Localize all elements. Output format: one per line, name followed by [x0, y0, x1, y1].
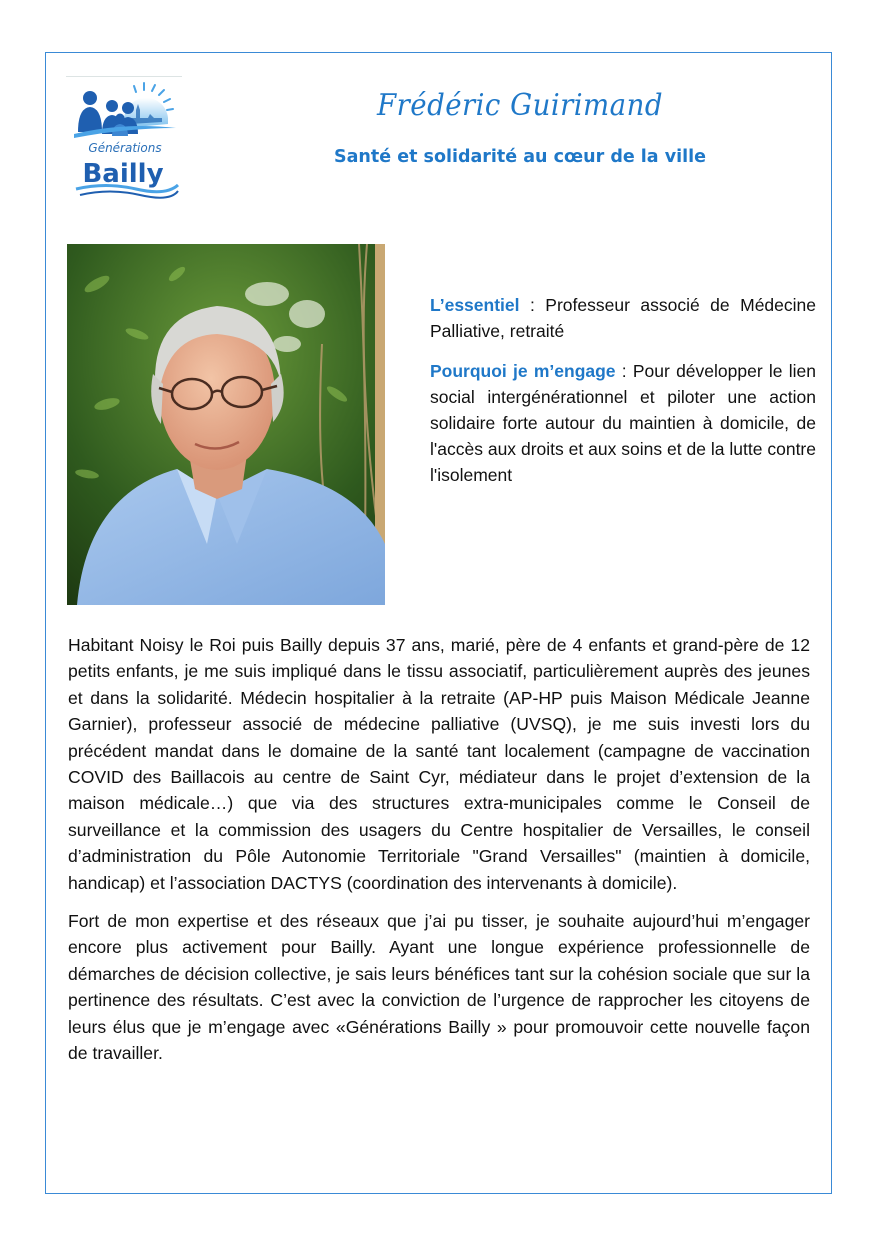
- candidate-portrait: [67, 244, 385, 605]
- essentiel-text: Professeur associé de Médecine Palliative, retraité: [430, 295, 816, 341]
- biography-paragraph: Fort de mon expertise et des réseaux que j’ai pu tisser, je souhaite aujourd’hui m’engager encore plus activement pour Bailly. Ayant une longue expérience professionnelle de démarches de décision collective, je sais leurs bénéfices tant sur la cohésion sociale que sur la pertinence des résultats. C’est avec la conviction de l’urgence de rapprocher les citoyens de leurs élus que je m’engage avec «Générations Bailly » pour promouvoir cette nouvelle façon de travailler.: [68, 911, 810, 1064]
- logo-text-bailly: Bailly: [82, 159, 164, 189]
- essentiel-paragraph: [430, 292, 816, 344]
- engagement-paragraph: [430, 358, 816, 488]
- engagement-label: Pourquoi je m’engage: [430, 361, 616, 381]
- essentiel-separator: :: [519, 295, 546, 315]
- biography: [68, 632, 810, 1079]
- logo-graphic: [66, 76, 184, 200]
- candidate-tagline: Santé et solidarité au cœur de la ville: [334, 147, 706, 167]
- generations-bailly-logo: [66, 76, 184, 200]
- engagement-text: Pour développer le lien social intergénérationnel et piloter une action solidaire forte autour du maintien à domicile, de l'accès aux droits et aux soins et de la lutte contre l'isolement: [430, 361, 816, 485]
- essentiel-label: L’essentiel: [430, 295, 520, 315]
- candidate-name: Frédéric Guirimand: [377, 88, 663, 123]
- biography-paragraph: Habitant Noisy le Roi puis Bailly depuis 37 ans, marié, père de 4 enfants et grand-père de 12 petits enfants, je me suis impliqué dans le tissu associatif, particulièrement auprès des jeunes et dans la solidarité. Médecin hospitalier à la retraite (AP-HP puis Maison Médicale Jeanne Garnier), professeur associé de médecine palliative (UVSQ), je me suis investi lors du précédent mandat dans le domaine de la santé tant localement (campagne de vaccination COVID des Baillacois au centre de Saint Cyr, médiateur dans le projet d’extension de la maison médicale…) que via des structures extra-municipales comme le Conseil de surveillance et la commission des usagers du Centre hospitalier de Versailles, le conseil d’administration du Pôle Autonomie Territoriale "Grand Versailles" (maintien à domicile, handicap) et l’association DACTYS (coordination des intervenants à domicile).: [68, 635, 810, 893]
- intro-section: [430, 292, 816, 502]
- engagement-separator: :: [615, 361, 633, 381]
- logo-text-generations: Générations: [88, 141, 162, 155]
- portrait-photo: [67, 244, 385, 605]
